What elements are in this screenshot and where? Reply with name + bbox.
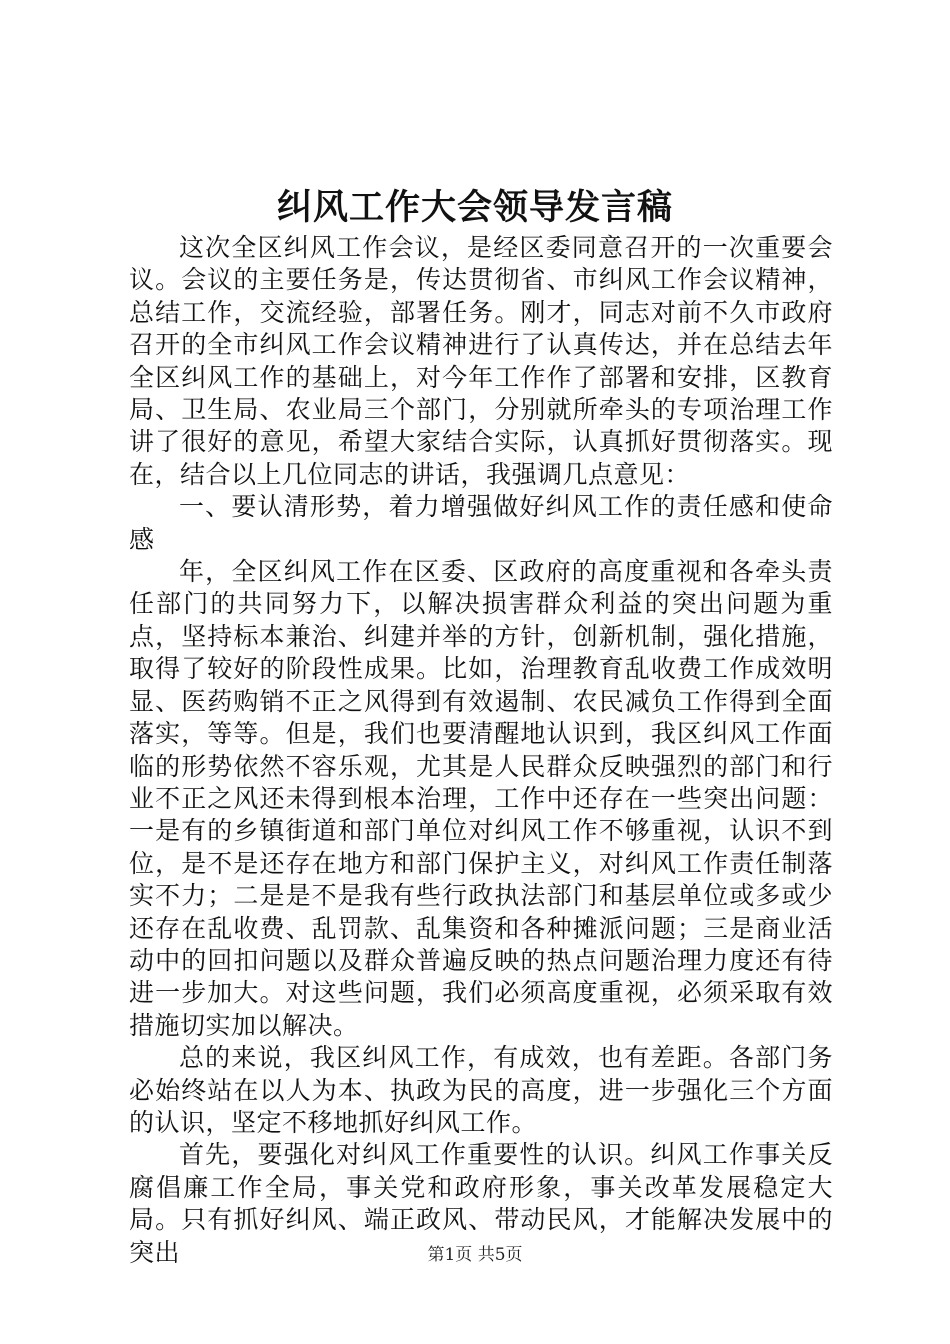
body-paragraph: 年，全区纠风工作在区委、区政府的高度重视和各牵头责任部门的共同努力下，以解决损害群众利益的突出问题为重点，坚持标本兼治、纠建并举的方针，创新机制，强化措施，取得了较好的阶段性成果。比如，治理教育乱收费工作成效明显、医药购销不正之风得到有效遏制、农民减负工作得到全面落实，等等。但是，我们也要清醒地认识到，我区纠风工作面临的形势依然不容乐观，尤其是人民群众反映强烈的部门和行业不正之风还未得到根本治理，工作中还存在一些突出问题：一是有的乡镇街道和部门单位对纠风工作不够重视，认识不到位，是不是还存在地方和部门保护主义，对纠风工作责任制落实不力；二是是不是我有些行政执法部门和基层单位或多或少还存在乱收费、乱罚款、乱集资和各种摊派问题；三是商业活动中的回扣问题以及群众普遍反映的热点问题治理力度还有待进一步加大。对这些问题，我们必须高度重视，必须采取有效措施切实加以解决。 [129,557,833,1040]
body-paragraph: 首先，要强化对纠风工作重要性的认识。纠风工作事关反腐倡廉工作全局，事关党和政府形象，事关改革发展稳定大局。只有抓好纠风、端正政风、带动民风，才能解决发展中的突出 [129,1140,833,1267]
page-number: 第1页 共5页 [427,1245,523,1265]
body-paragraph: 总的来说，我区纠风工作，有成效，也有差距。各部门务必始终站在以人为本、执政为民的高度，进一步强化三个方面的认识，坚定不移地抓好纠风工作。 [129,1043,833,1137]
document-body [129,232,833,1269]
document-title: 纠风工作大会领导发言稿 [276,187,673,228]
section-heading: 一、要认清形势，着力增强做好纠风工作的责任感和使命感 [129,492,833,554]
body-paragraph: 这次全区纠风工作会议，是经区委同意召开的一次重要会议。会议的主要任务是，传达贯彻省、市纠风工作会议精神，总结工作，交流经验，部署任务。刚才，同志对前不久市政府召开的全市纠风工作会议精神进行了认真传达，并在总结去年全区纠风工作的基础上，对今年工作作了部署和安排，区教育局、卫生局、农业局三个部门，分别就所牵头的专项治理工作讲了很好的意见，希望大家结合实际，认真抓好贯彻落实。现在，结合以上几位同志的讲话，我强调几点意见： [129,233,833,489]
